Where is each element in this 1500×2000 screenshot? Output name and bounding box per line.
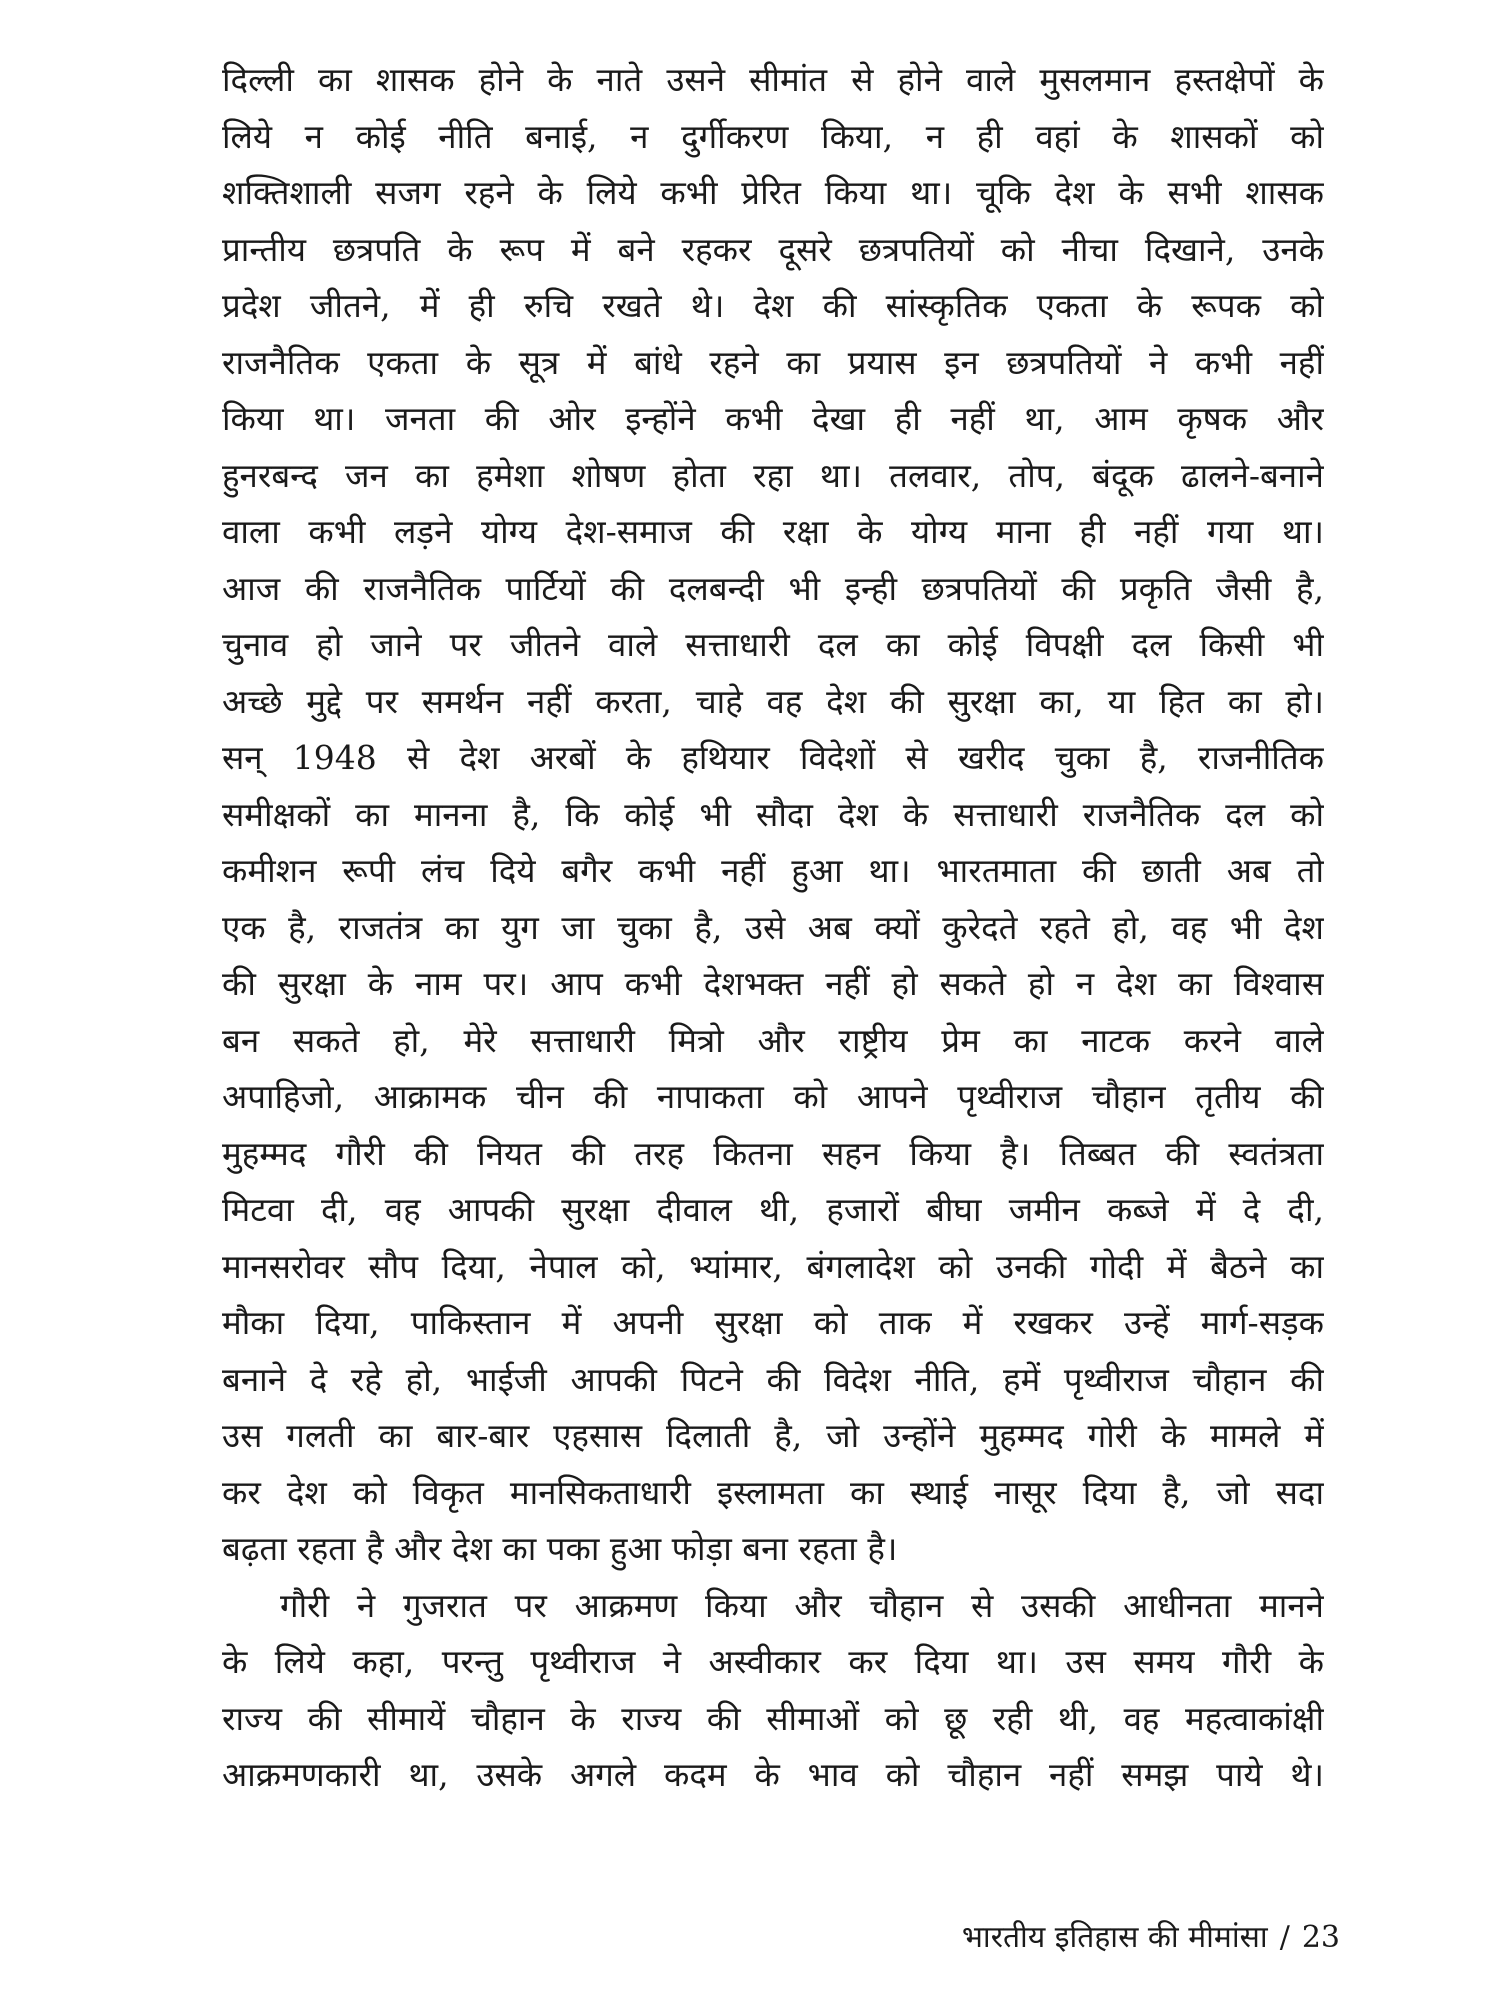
text-line: कमीशन रूपी लंच दिये बगैर कभी नहीं हुआ था। भारतमाता की छाती अब तो [222,851,1324,890]
body-text [222,52,1324,1804]
text-line: गौरी ने गुजरात पर आक्रमण किया और चौहान से उसकी आधीनता मानने [280,1585,1324,1625]
text-line: राजनैतिक एकता के सूत्र में बांधे रहने का प्रयास इन छत्रपतियों ने कभी नहीं [222,342,1324,382]
text-line: उस गलती का बार-बार एहसास दिलाती है, जो उन्होंने मुहम्मद गोरी के मामले में [222,1416,1324,1455]
text-line: अपाहिजो, आक्रामक चीन की नापाकता को आपने पृथ्वीराज चौहान तृतीय की [222,1077,1324,1116]
text-line: प्रान्तीय छत्रपति के रूप में बने रहकर दूसरे छत्रपतियों को नीचा दिखाने, उनके [222,229,1324,269]
text-line: बनाने दे रहे हो, भाईजी आपकी पिटने की विदेश नीति, हमें पृथ्वीराज चौहान की [222,1359,1324,1399]
text-line: चुनाव हो जाने पर जीतने वाले सत्ताधारी दल का कोई विपक्षी दल किसी भी [222,625,1324,664]
text-line: दिल्ली का शासक होने के नाते उसने सीमांत से होने वाले मुसलमान हस्तक्षेपों के [222,60,1324,99]
page-footer [962,1918,1340,1958]
text-line: प्रदेश जीतने, में ही रुचि रखते थे। देश की सांस्कृतिक एकता के रूपक को [222,286,1324,325]
text-line: अच्छे मुद्दे पर समर्थन नहीं करता, चाहे वह देश की सुरक्षा का, या हित का हो। [222,681,1324,721]
page-number: 23 [1301,1920,1340,1955]
text-line: मिटवा दी, वह आपकी सुरक्षा दीवाल थी, हजारों बीघा जमीन कब्जे में दे दी, [222,1190,1324,1229]
text-line: लिये न कोई नीति बनाई, न दुर्गीकरण किया, न ही वहां के शासकों को [222,116,1324,156]
text-line: बढ़ता रहता है और देश का पका हुआ फोड़ा बना रहता है। [222,1529,898,1568]
text-line: मौका दिया, पाकिस्तान में अपनी सुरक्षा को ताक में रखकर उन्हें मार्ग-सड़क [222,1303,1324,1342]
running-title: भारतीय इतिहास की मीमांसा [961,1920,1268,1955]
text-line: के लिये कहा, परन्तु पृथ्वीराज ने अस्वीकार कर दिया था। उस समय गौरी के [222,1642,1324,1681]
text-line: किया था। जनता की ओर इन्होंने कभी देखा ही नहीं था, आम कृषक और [222,399,1324,438]
text-line: की सुरक्षा के नाम पर। आप कभी देशभक्त नहीं हो सकते हो न देश का विश्वास [222,964,1324,1003]
text-line: आक्रमणकारी था, उसके अगले कदम के भाव को चौहान नहीं समझ पाये थे। [222,1755,1324,1794]
text-line: राज्य की सीमायें चौहान के राज्य की सीमाओं को छू रही थी, वह महत्वाकांक्षी [222,1698,1324,1738]
text-line: आज की राजनैतिक पार्टियों की दलबन्दी भी इन्ही छत्रपतियों की प्रकृति जैसी है, [222,568,1324,608]
text-line: हुनरबन्द जन का हमेशा शोषण होता रहा था। तलवार, तोप, बंदूक ढालने-बनाने [222,455,1324,495]
paragraph-2 [222,1578,1324,1804]
text-line: सन् 1948 से देश अरबों के हथियार विदेशों से खरीद चुका है, राजनीतिक [222,738,1324,777]
footer-separator: / [1279,1920,1290,1955]
text-line: वाला कभी लड़ने योग्य देश-समाज की रक्षा के योग्य माना ही नहीं गया था। [222,512,1324,551]
text-line: एक है, राजतंत्र का युग जा चुका है, उसे अब क्यों कुरेदते रहते हो, वह भी देश [222,907,1324,947]
text-line: समीक्षकों का मानना है, कि कोई भी सौदा देश के सत्ताधारी राजनैतिक दल को [222,794,1324,834]
text-line: शक्तिशाली सजग रहने के लिये कभी प्रेरित किया था। चूकि देश के सभी शासक [222,173,1324,212]
text-line: मुहम्मद गौरी की नियत की तरह कितना सहन किया है। तिब्बत की स्वतंत्रता [222,1133,1324,1173]
text-line: मानसरोवर सौप दिया, नेपाल को, भ्यांमार, बंगलादेश को उनकी गोदी में बैठने का [222,1246,1324,1286]
text-line: बन सकते हो, मेरे सत्ताधारी मित्रो और राष्ट्रीय प्रेम का नाटक करने वाले [222,1020,1324,1060]
paragraph-1 [222,52,1324,1578]
text-line: कर देश को विकृत मानसिकताधारी इस्लामता का स्थाई नासूर दिया है, जो सदा [222,1472,1324,1512]
